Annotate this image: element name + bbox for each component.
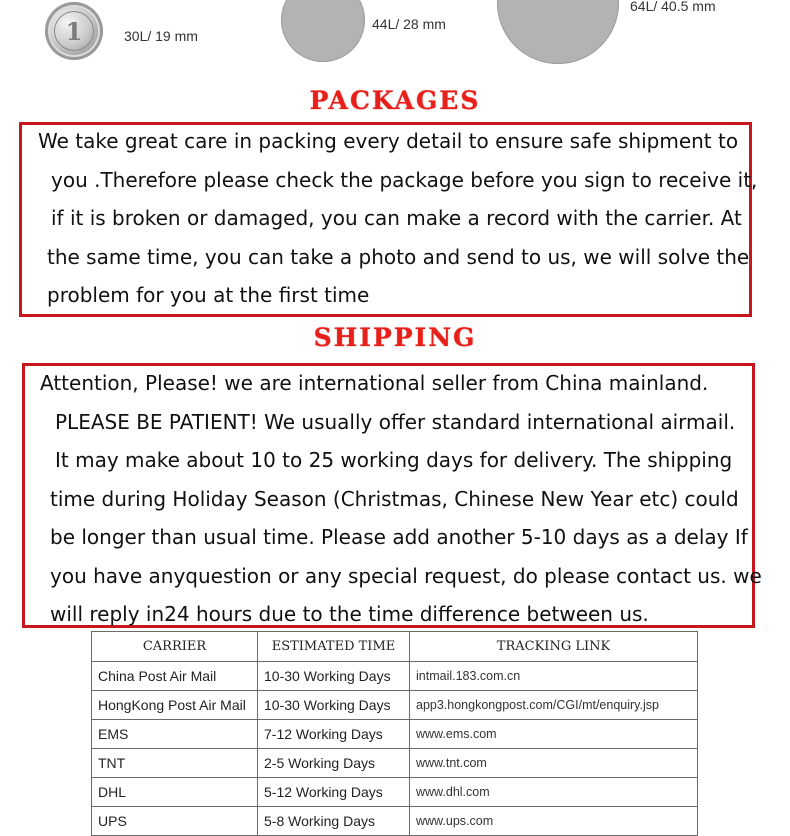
shipping-line: It may make about 10 to 25 working days for delivery. The shipping <box>55 448 733 472</box>
table-row <box>92 662 698 691</box>
size-label-medium: 44L/ 28 mm <box>372 16 446 32</box>
tracking-link[interactable]: www.dhl.com <box>410 778 698 807</box>
column-header-carrier: CARRIER <box>92 632 258 662</box>
table-row <box>92 720 698 749</box>
packages-line: if it is broken or damaged, you can make a record with the carrier. At <box>51 206 742 230</box>
carrier-cell: HongKong Post Air Mail <box>92 691 258 720</box>
shipping-table <box>91 631 698 836</box>
size-circle-medium <box>281 0 365 62</box>
table-row <box>92 807 698 836</box>
shipping-line: Attention, Please! we are international seller from China mainland. <box>40 371 709 395</box>
table-header-row <box>92 632 698 662</box>
size-circle-large <box>497 0 619 64</box>
shipping-line: PLEASE BE PATIENT! We usually offer standard international airmail. <box>55 410 736 434</box>
table-row <box>92 691 698 720</box>
column-header-estimated-time: ESTIMATED TIME <box>258 632 410 662</box>
tracking-link[interactable]: www.ups.com <box>410 807 698 836</box>
shipping-line: time during Holiday Season (Christmas, Chinese New Year etc) could <box>50 487 739 511</box>
carrier-cell: China Post Air Mail <box>92 662 258 691</box>
tracking-link[interactable]: www.tnt.com <box>410 749 698 778</box>
carrier-cell: DHL <box>92 778 258 807</box>
time-cell: 10-30 Working Days <box>258 691 410 720</box>
coin-image <box>45 2 103 60</box>
coin-face: 1 <box>54 11 94 51</box>
packages-line: We take great care in packing every detail to ensure safe shipment to <box>38 129 739 153</box>
table-row <box>92 749 698 778</box>
tracking-link[interactable]: intmail.183.com.cn <box>410 662 698 691</box>
size-label-large: 64L/ 40.5 mm <box>630 0 716 14</box>
packages-line: the same time, you can take a photo and send to us, we will solve the <box>47 245 750 269</box>
carrier-cell: TNT <box>92 749 258 778</box>
table-row <box>92 778 698 807</box>
column-header-tracking-link: TRACKING LINK <box>410 632 698 662</box>
time-cell: 5-8 Working Days <box>258 807 410 836</box>
packages-title: PACKAGES <box>309 86 481 115</box>
time-cell: 5-12 Working Days <box>258 778 410 807</box>
tracking-link[interactable]: www.ems.com <box>410 720 698 749</box>
shipping-line: be longer than usual time. Please add another 5-10 days as a delay If <box>50 525 748 549</box>
size-label-small: 30L/ 19 mm <box>124 28 198 44</box>
time-cell: 10-30 Working Days <box>258 662 410 691</box>
shipping-line: will reply in24 hours due to the time difference between us. <box>50 602 649 626</box>
carrier-cell: EMS <box>92 720 258 749</box>
time-cell: 2-5 Working Days <box>258 749 410 778</box>
shipping-title: SHIPPING <box>313 323 477 352</box>
packages-line: you .Therefore please check the package before you sign to receive it, <box>51 168 758 192</box>
packages-line: problem for you at the first time <box>47 283 370 307</box>
tracking-link[interactable]: app3.hongkongpost.com/CGI/mt/enquiry.jsp <box>410 691 698 720</box>
shipping-line: you have anyquestion or any special request, do please contact us. we <box>50 564 762 588</box>
carrier-cell: UPS <box>92 807 258 836</box>
time-cell: 7-12 Working Days <box>258 720 410 749</box>
